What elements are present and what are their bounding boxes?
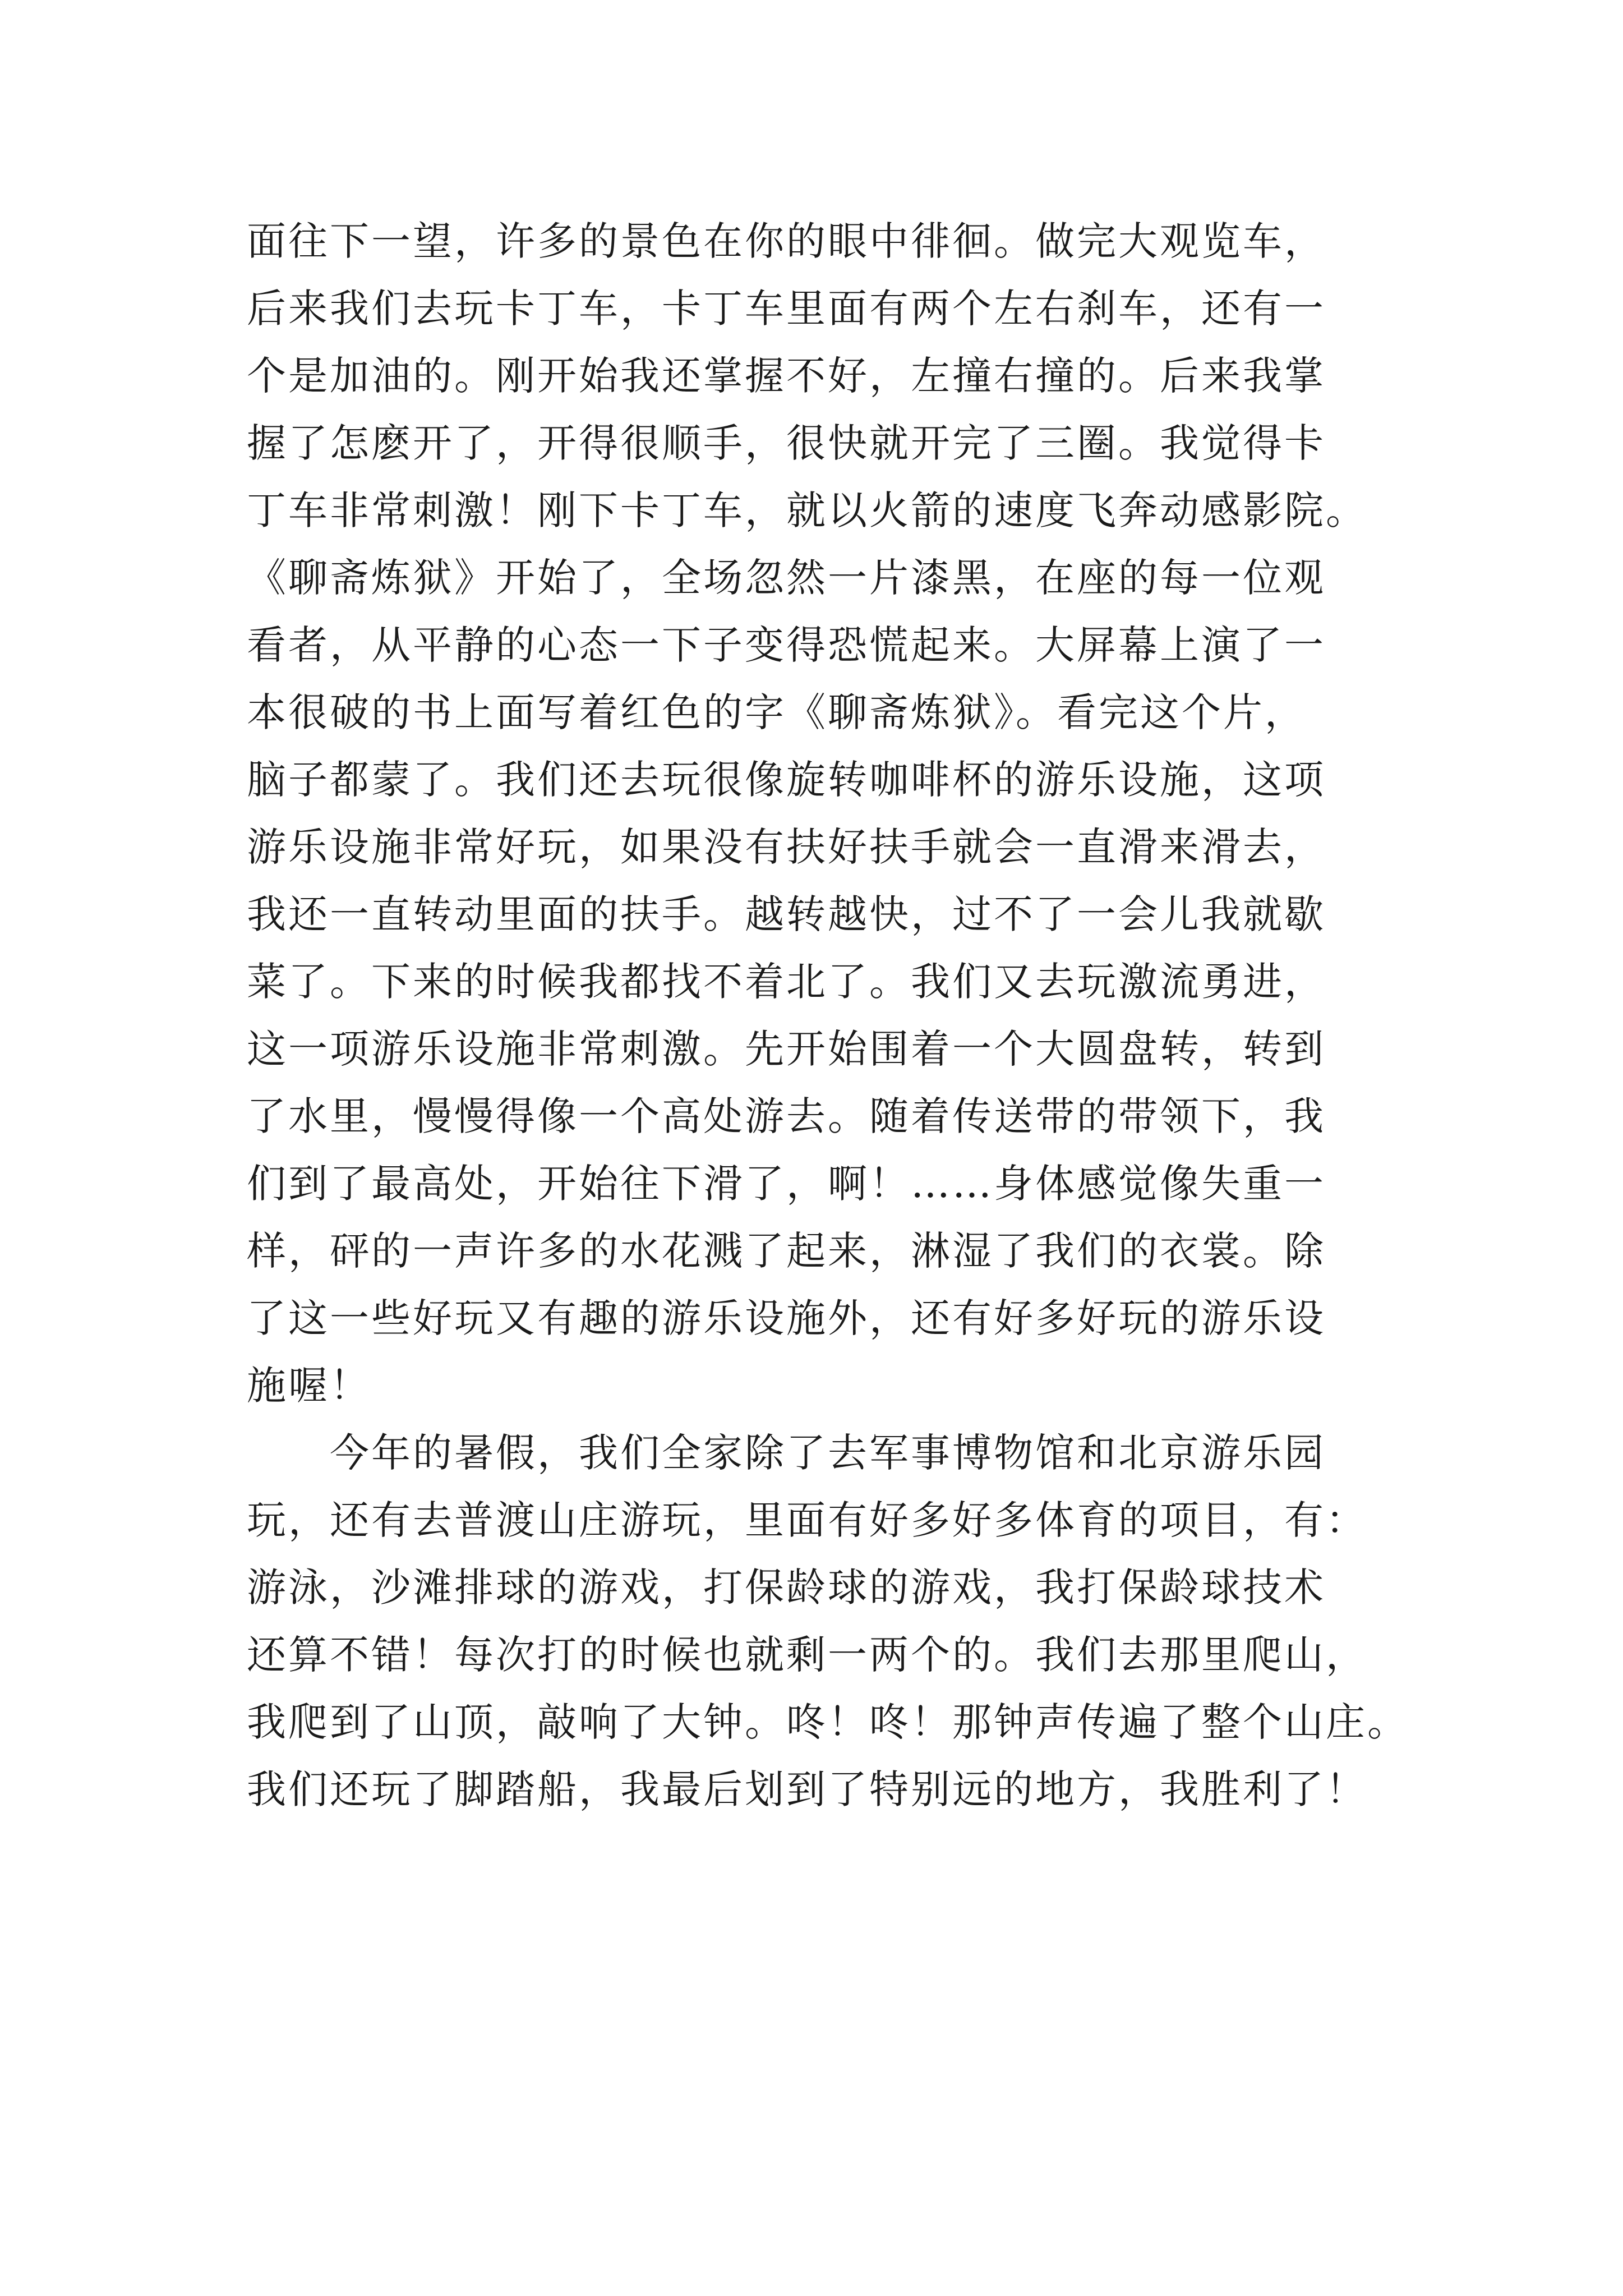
text-line: 们到了最高处，开始往下滑了，啊！……身体感觉像失重一: [247, 1161, 1326, 1207]
text-line: 我爬到了山顶，敲响了大钟。咚！咚！那钟声传遍了整个山庄。: [247, 1699, 1409, 1745]
text-line: 看者，从平静的心态一下子变得恐慌起来。大屏幕上演了一: [247, 622, 1326, 668]
text-line: 后来我们去玩卡丁车，卡丁车里面有两个左右刹车，还有一: [247, 286, 1326, 332]
text-line: 丁车非常刺激！刚下卡丁车，就以火箭的速度飞奔动感影院。: [247, 487, 1367, 533]
text-line: 本很破的书上面写着红色的字《聊斋炼狱》。看完这个片，: [247, 689, 1306, 735]
paragraph-start-line: 今年的暑假，我们全家除了去军事博物馆和北京游乐园: [330, 1430, 1326, 1476]
text-line: 面往下一望，许多的景色在你的眼中徘徊。做完大观览车，: [247, 218, 1326, 264]
text-line: 我还一直转动里面的扶手。越转越快，过不了一会儿我就歇: [247, 891, 1326, 937]
text-line: 我们还玩了脚踏船，我最后划到了特别远的地方，我胜利了！: [247, 1766, 1367, 1812]
text-line: 脑子都蒙了。我们还去玩很像旋转咖啡杯的游乐设施，这项: [247, 757, 1326, 803]
text-line: 菜了。下来的时候我都找不着北了。我们又去玩激流勇进，: [247, 959, 1326, 1005]
body-text: [247, 208, 1424, 1823]
text-line: 玩，还有去普渡山庄游玩，里面有好多好多体育的项目，有：: [247, 1497, 1367, 1543]
text-line: 游泳，沙滩排球的游戏，打保龄球的游戏，我打保龄球技术: [247, 1565, 1326, 1611]
text-line: 施喔！: [247, 1363, 371, 1409]
text-line: 了水里，慢慢得像一个高处游去。随着传送带的带领下，我: [247, 1093, 1326, 1139]
text-line: 握了怎麽开了，开得很顺手，很快就开完了三圈。我觉得卡: [247, 420, 1326, 466]
text-line: 样，砰的一声许多的水花溅了起来，淋湿了我们的衣裳。除: [247, 1228, 1326, 1274]
text-line: 还算不错！每次打的时候也就剩一两个的。我们去那里爬山，: [247, 1632, 1367, 1678]
text-line: 游乐设施非常好玩，如果没有扶好扶手就会一直滑来滑去，: [247, 824, 1326, 870]
text-line: 这一项游乐设施非常刺激。先开始围着一个大圆盘转，转到: [247, 1026, 1326, 1072]
text-line: 《聊斋炼狱》开始了，全场忽然一片漆黑，在座的每一位观: [247, 555, 1326, 601]
text-line: 了这一些好玩又有趣的游乐设施外，还有好多好玩的游乐设: [247, 1295, 1326, 1341]
text-line: 个是加油的。刚开始我还掌握不好，左撞右撞的。后来我掌: [247, 353, 1326, 399]
